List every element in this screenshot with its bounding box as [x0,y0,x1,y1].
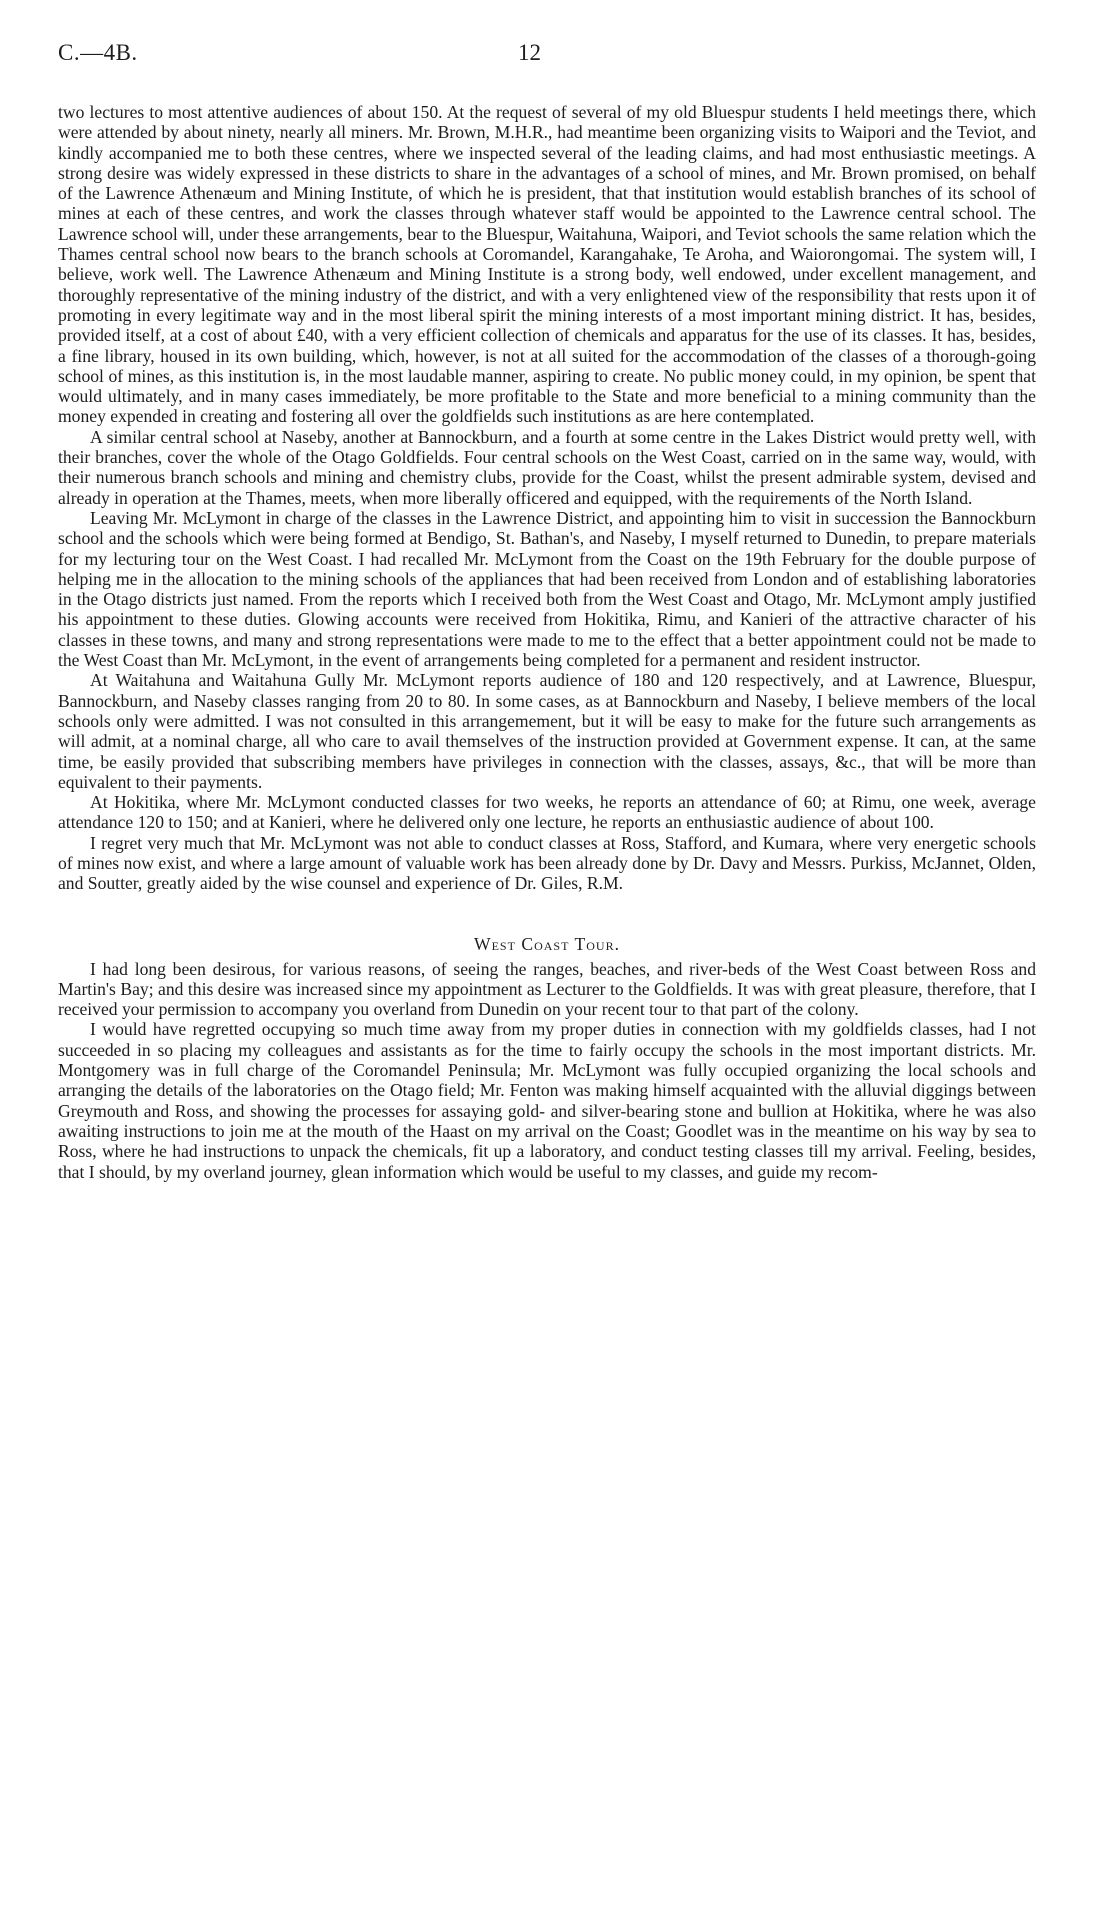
paragraph: I would have regretted occupying so much time away from my proper duties in connection with my goldfields classes, had I not succeeded in so placing my colleagues and assistants as for the time to fairly occupy the schools in the most important districts. Mr. Montgomery was in full charge of the Coromandel Peninsula; Mr. McLymont was fully occupied organizing the local schools and arranging the details of the laboratories on the Otago field; Mr. Fenton was making himself acquainted with the alluvial diggings between Greymouth and Ross, and showing the processes for assaying gold- and silver-bearing stone and bullion at Hokitika, where he was also awaiting instructions to join me at the mouth of the Haast on my arrival on the Coast; Goodlet was in the meantime on his way by sea to Ross, where he had instructions to unpack the chemicals, fit up a laboratory, and conduct testing classes till my arrival. Feeling, besides, that I should, by my overland journey, glean information which would be useful to my classes, and guide my recom- [58,1019,1036,1182]
document-reference: C.—4B. [58,40,138,65]
body-text [58,102,1036,1182]
paragraph: A similar central school at Naseby, another at Bannockburn, and a fourth at some centre in the Lakes District would pretty well, with their branches, cover the whole of the Otago Goldfields. Four central schools on the West Coast, carried on in the same way, would, with their numerous branch schools and mining and chemistry clubs, provide for the Coast, whilst the present admirable system, devised and already in operation at the Thames, meets, when more liberally officered and equipped, with the requirements of the North Island. [58,426,1036,508]
paragraph: I had long been desirous, for various reasons, of seeing the ranges, beaches, and river-beds of the West Coast between Ross and Martin's Bay; and this desire was increased since my appointment as Lecturer to the Goldfields. It was with great pleasure, therefore, that I received your permission to accompany you overland from Dunedin on your recent tour to that part of the colony. [58,958,1036,1020]
paragraph: two lectures to most attentive audiences of about 150. At the request of several of my old Bluespur students I held meetings there, which were attended by about ninety, nearly all miners. Mr. Brown, M.H.R., had meantime been organizing visits to Waipori and the Teviot, and kindly accompanied me to both these centres, where we inspected several of the leading claims, and had most enthusiastic meetings. A strong desire was widely expressed in these districts to share in the advantages of a school of mines, and Mr. Brown promised, on behalf of the Lawrence Athenæum and Mining Institute, of which he is president, that that institution would establish branches of its school of mines at each of these centres, and work the classes through whatever staff would be appointed to the Lawrence central school. The Lawrence school will, under these arrangements, bear to the Bluespur, Waitahuna, Waipori, and Teviot schools the same relation which the Thames central school now bears to the branch schools at Coromandel, Karangahake, Te Aroha, and Waiorongomai. The system will, I believe, work well. The Lawrence Athenæum and Mining Institute is a strong body, well endowed, under excellent management, and thoroughly representative of the mining industry of the district, and with a very enlightened view of the responsibility that rests upon it of promoting in every legitimate way and in the most liberal spirit the mining interests of a most important mining district. It has, besides, provided itself, at a cost of about £40, with a very efficient collection of chemicals and apparatus for the use of its classes. It has, besides, a fine library, housed in its own building, which, however, is not at all suited for the accommodation of the classes of a thorough-going school of mines, as this institution is, in the most laudable manner, aspiring to create. No public money could, in my opinion, be spent that would ultimately, and in many cases immediately, be more profitable to the State and more beneficial to a mining community than the money expended in creating and fostering all over the goldfields such institutions as are here contemplated. [58,102,1036,427]
paragraph: Leaving Mr. McLymont in charge of the classes in the Lawrence District, and appointing him to visit in succession the Bannockburn school and the schools which were being formed at Bendigo, St. Bathan's, and Naseby, I myself returned to Dunedin, to prepare materials for my lecturing tour on the West Coast. I had recalled Mr. McLymont from the Coast on the 19th February for the double purpose of helping me in the allocation to the mining schools of the appliances that had been received from London and of establishing laboratories in the Otago districts just named. From the reports which I received both from the West Coast and Otago, Mr. McLymont amply justified his appointment to these duties. Glowing accounts were received from Hokitika, Rimu, and Kanieri of the attractive character of his classes in these towns, and many and strong representations were made to me to the effect that a better appointment could not be made to the West Coast than Mr. McLymont, in the event of arrangements being completed for a permanent and resident instructor. [58,507,1036,671]
paragraph: At Waitahuna and Waitahuna Gully Mr. McLymont reports audience of 180 and 120 respectively, and at Lawrence, Bluespur, Bannockburn, and Naseby classes ranging from 20 to 80. In some cases, as at Bannockburn and Naseby, I believe members of the local schools only were admitted. I was not consulted in this arrangemement, but it will be easy to make for the future such arrangements as will admit, at a nominal charge, all who care to avail themselves of the instruction provided at Government expense. It can, at the same time, be easily provided that subscribing members have privileges in connection with the classes, assays, &c., that will be more than equivalent to their payments. [58,670,1036,792]
section-heading: West Coast Tour. [474,933,620,954]
paragraph: I regret very much that Mr. McLymont was not able to conduct classes at Ross, Stafford, and Kumara, where very energetic schools of mines now exist, and where a large amount of valuable work has been already done by Dr. Davy and Messrs. Purkiss, McJannet, Olden, and Soutter, greatly aided by the wise counsel and experience of Dr. Giles, R.M. [58,832,1036,894]
document-page [58,40,1036,1182]
paragraph: At Hokitika, where Mr. McLymont conducted classes for two weeks, he reports an attendance of 60; at Rimu, one week, average attendance 120 to 150; and at Kanieri, where he delivered only one lecture, he reports an enthusiastic audience of about 100. [58,792,1036,833]
page-number: 12 [518,40,541,65]
page-header [58,40,1036,76]
